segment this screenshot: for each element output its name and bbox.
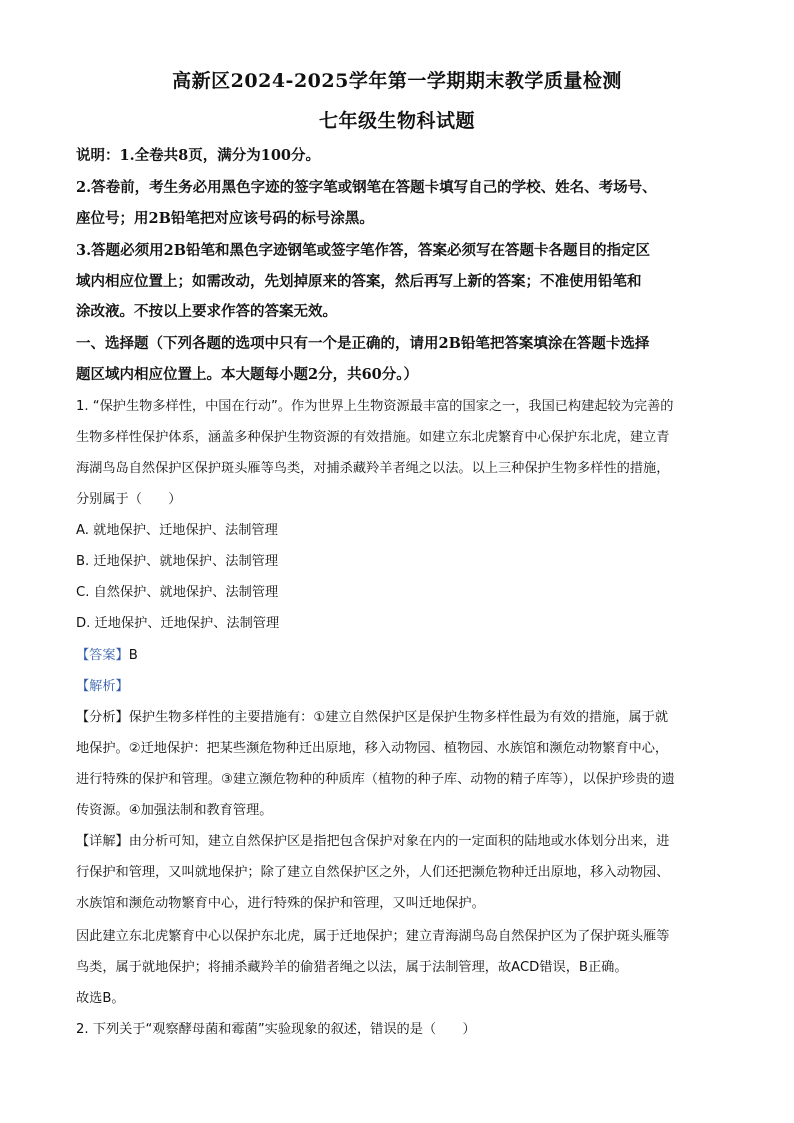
instruction-line: 座位号；用2B铅笔把对应该号码的标号涂黑。 — [76, 210, 374, 227]
question-1-stem: 生物多样性保护体系，涵盖多种保护生物资源的有效措施。如建立东北虎繁育中心保护东北虎，建立青 — [76, 430, 670, 445]
answer-line — [76, 646, 736, 666]
fenxi-line: 地保护。②迁地保护：把某些濒危物种迁出原地，移入动物园、植物园、水族馆和濒危动物繁育中心， — [76, 741, 669, 756]
fenxi-label: 【分析】 — [76, 710, 129, 725]
section-heading: 一、选择题（下列各题的选项中只有一个是正确的，请用2B铅笔把答案填涂在答题卡选择 — [76, 335, 650, 352]
page-title: 高新区2024-2025学年第一学期期末教学质量检测 — [172, 70, 622, 92]
page-subtitle: 七年级生物科试题 — [318, 110, 475, 132]
xiangjie-line: 因此建立东北虎繁育中心以保护东北虎，属于迁地保护；建立青海湖鸟岛自然保护区为了保护斑头雁等 — [76, 929, 670, 944]
instruction-line: 涂改液。不按以上要求作答的答案无效。 — [76, 303, 337, 320]
question-1-stem: 海湖鸟岛自然保护区保护斑头雁等鸟类，对捕杀藏羚羊者绳之以法。以上三种保护生物多样性的措施， — [76, 461, 670, 476]
xiangjie-line — [76, 832, 736, 852]
question-1-stem: 1. “保护生物多样性，中国在行动”。作为世界上生物资源最丰富的国家之一，我国已构建起较为完善的 — [76, 399, 674, 414]
fenxi-line — [76, 708, 736, 728]
xiangjie-line: 行保护和管理，又叫就地保护；除了建立自然保护区之外，人们还把濒危物种迁出原地，移入动物园、 — [76, 865, 670, 880]
option-a: A. 就地保护、迁地保护、法制管理 — [76, 523, 278, 538]
fenxi-text: 保护生物多样性的主要措施有：①建立自然保护区是保护生物多样性最为有效的措施，属于就 — [128, 710, 669, 725]
fenxi-line: 进行特殊的保护和管理。③建立濒危物种的种质库（植物的种子库、动物的精子库等），以保护珍贵的遗 — [76, 772, 675, 787]
instruction-line: 3.答题必须用2B铅笔和黑色字迹钢笔或签字笔作答，答案必须写在答题卡各题目的指定区 — [76, 242, 650, 259]
question-2-stem: 2. 下列关于“观察酵母菌和霉菌”实验现象的叙述，错误的是（ ） — [76, 1022, 476, 1037]
answer-label: 【答案】 — [76, 648, 129, 663]
analysis-label: 【解析】 — [76, 679, 129, 694]
fenxi-line: 传资源。④加强法制和教育管理。 — [76, 803, 273, 818]
instruction-line: 2.答卷前，考生务必用黑色字迹的签字笔或钢笔在答题卡填写自己的学校、姓名、考场号、 — [76, 179, 657, 196]
option-b: B. 迁地保护、就地保护、法制管理 — [76, 554, 279, 569]
question-1-stem: 分别属于（ ） — [76, 492, 182, 507]
option-d: D. 迁地保护、迁地保护、法制管理 — [76, 616, 280, 631]
answer-value: B — [128, 648, 138, 663]
section-heading: 题区域内相应位置上。本大题每小题2分，共60分。） — [76, 366, 419, 383]
xiangjie-line: 故选B。 — [76, 991, 125, 1006]
option-c: C. 自然保护、就地保护、法制管理 — [76, 585, 279, 600]
xiangjie-label: 【详解】 — [76, 834, 129, 849]
xiangjie-line: 水族馆和濒危动物繁育中心，进行特殊的保护和管理，又叫迁地保护。 — [76, 896, 485, 911]
xiangjie-text: 由分析可知，建立自然保护区是指把包含保护对象在内的一定面积的陆地或水体划分出来，进 — [128, 834, 670, 849]
instruction-line: 说明：1.全卷共8页，满分为100分。 — [76, 147, 320, 164]
xiangjie-line: 鸟类，属于就地保护；将捕杀藏羚羊的偷猎者绳之以法，属于法制管理，故ACD错误，B正确。 — [76, 960, 628, 975]
instruction-line: 域内相应位置上；如需改动，先划掉原来的答案，然后再写上新的答案；不准使用铅笔和 — [76, 273, 642, 290]
